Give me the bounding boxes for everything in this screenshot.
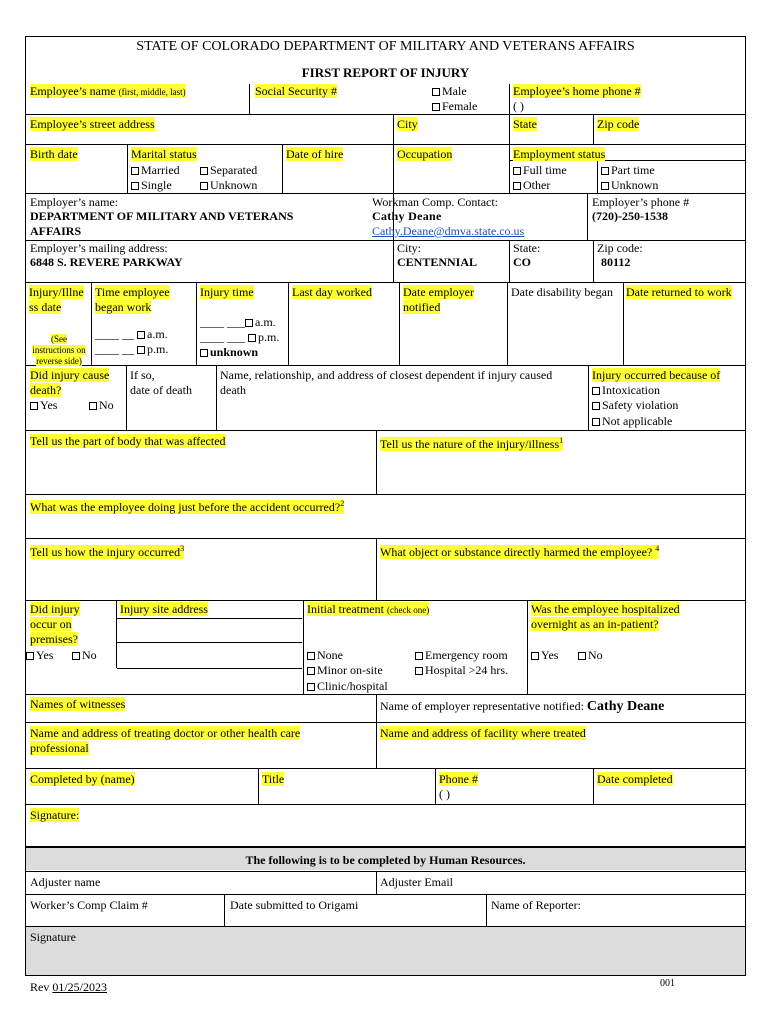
employment-unknown-checkbox[interactable]: Unknown [601,178,658,192]
occupation-label: Occupation [397,147,453,161]
phone-paren: ( ) [439,787,450,801]
rule [25,768,746,769]
rule [282,144,283,193]
dependent-label-2: death [220,383,246,397]
hr-signature-label: Signature [30,930,76,944]
single-checkbox[interactable]: Single [131,178,172,192]
see-instructions-note-3: reverse side) [36,356,82,366]
rule [91,282,92,365]
how-label: Tell us how the injury occurred$^3$ [30,544,185,559]
hospitalized-label: Was the employee hospitalized [531,602,680,616]
death-label-2: death? [30,383,62,397]
returned-date-label: Date returned to work [626,285,732,299]
employer-name-value-2: AFFAIRS [30,224,82,238]
rule [527,600,528,694]
city-label: City [397,117,418,131]
facility-label: Name and address of facility where treated [380,726,586,740]
marital-status-label: Marital status [131,147,197,161]
rule [303,600,304,694]
rule [376,538,377,600]
rule [593,114,594,144]
rule [25,114,746,115]
employer-zip-value: 80112 [601,255,631,269]
rule [376,871,377,894]
rule [25,894,746,895]
see-instructions-note-2: instructions on [32,345,86,355]
male-checkbox[interactable]: Male [432,84,467,98]
rule [216,365,217,430]
see-instructions-note: (See [51,334,67,344]
contact-name: Cathy Deane [372,209,442,223]
not-applicable-checkbox[interactable]: Not applicable [592,414,672,428]
home-phone-label: Employee’s home phone # [513,84,641,98]
rule [597,160,598,193]
rule [25,538,746,539]
adjuster-name-label: Adjuster name [30,875,101,889]
rule [117,618,302,619]
injury-date-label-2: ss date [29,300,62,314]
employer-name-label: Employer’s name: [30,195,119,209]
hospitalized-no-checkbox[interactable]: No [578,648,603,662]
rule [509,84,510,194]
date-submitted-label: Date submitted to Origami [230,898,359,912]
married-checkbox[interactable]: Married [131,163,180,177]
treatment-hospital-checkbox[interactable]: Hospital >24 hrs. [415,663,508,677]
other-checkbox[interactable]: Other [513,178,550,192]
death-date-label: If so, [130,368,155,382]
adjuster-email-label: Adjuster Email [380,875,453,889]
title-label: Title [262,772,285,786]
employer-phone-value: (720)-250-1538 [592,209,668,223]
rule [25,722,746,723]
part-time-checkbox[interactable]: Part time [601,163,655,177]
date-completed-label: Date completed [597,772,673,786]
date-notified-label: Date employer [403,285,474,299]
employer-state-value: CO [513,255,531,269]
separated-checkbox[interactable]: Separated [200,163,257,177]
began-work-label: Time employee [95,285,170,299]
hire-date-label: Date of hire [286,147,344,161]
page-number: 001 [660,978,675,989]
rep-notified-label: Name of employer representative notified: Cathy Deane [380,699,665,714]
dependent-label: Name, relationship, and address of closest dependent if injury caused [220,368,553,382]
rule [376,430,377,494]
rule [116,600,117,668]
reporter-label: Name of Reporter: [491,898,581,912]
employer-city-value: CENTENNIAL [397,255,478,269]
rule [486,894,487,926]
rule [25,600,746,601]
agency-title: STATE OF COLORADO DEPARTMENT OF MILITARY AND VETERANS AFFAIRS [136,39,635,54]
female-checkbox[interactable]: Female [432,99,477,113]
rule [25,144,746,145]
rule [196,282,197,365]
full-time-checkbox[interactable]: Full time [513,163,567,177]
rule [25,871,746,872]
birth-date-label: Birth date [30,147,78,161]
street-label: Employee’s street address [30,117,155,131]
because-of-label: Injury occurred because of [592,368,721,382]
employer-name-value: DEPARTMENT OF MILITARY AND VETERANS [30,209,294,223]
rule [25,365,746,366]
death-date-label-2: date of death [130,383,192,397]
treatment-minor-checkbox[interactable]: Minor on-site [307,663,383,677]
mailing-address-value: 6848 S. REVERE PARKWAY [30,255,183,269]
treatment-clinic-checkbox[interactable]: Clinic/hospital [307,679,388,693]
began-am-checkbox[interactable]: ____ __ a.m. [95,327,168,341]
mailing-address-label: Employer’s mailing address: [30,241,168,255]
disability-date-label: Date disability began [511,285,613,299]
employer-state-label: State: [513,241,541,255]
object-label: What object or substance directly harmed the employee? $^4$ [380,544,660,559]
rule [25,193,746,194]
completed-by-label: Completed by (name) [30,772,135,786]
revision-date: Rev 01/25/2023 [30,980,108,994]
claim-number-label: Worker’s Comp Claim # [30,898,148,912]
premises-label: Did injury [30,602,80,616]
rule [117,668,302,669]
employer-city-label: City: [397,241,422,255]
rule [623,282,624,365]
rule [25,804,746,805]
employee-name-label: Employee’s name (first, middle, last) [30,84,186,98]
death-label: Did injury cause [30,368,110,382]
injury-date-label: Injury/Illne [29,285,84,299]
rule [435,768,436,804]
doing-label: What was the employee doing just before the accident occurred?$^2$ [30,499,345,514]
treatment-er-checkbox[interactable]: Emergency room [415,648,508,662]
body-part-label: Tell us the part of body that was affected [30,434,226,448]
rule [587,193,588,240]
last-day-label: Last day worked [292,285,372,299]
employment-status-label: Employment status [513,147,606,161]
phone-label: Phone # [439,772,478,786]
treatment-label: Initial treatment (check one) [307,602,430,616]
premises-no-checkbox[interactable]: No [72,648,97,662]
rule [25,430,746,431]
hr-heading: The following is to be completed by Human Resources. [245,853,526,867]
rule [258,768,259,804]
safety-violation-checkbox[interactable]: Safety violation [592,398,678,412]
rule [127,144,128,193]
employer-phone-label: Employer’s phone # [592,195,690,209]
hospitalized-yes-checkbox[interactable]: Yes [531,648,558,662]
date-notified-label-2: notified [403,300,441,314]
rule [126,365,127,430]
injury-unknown-checkbox[interactable]: unknown [200,345,258,359]
hr-signature-shade [26,927,745,975]
rule [117,642,302,643]
premises-label-2: occur on [30,617,72,631]
injury-pm-checkbox[interactable]: ____ ___ p.m. [200,330,280,344]
death-yes-checkbox[interactable]: Yes [30,398,57,412]
rule [288,282,289,365]
signature-label: Signature: [30,808,80,822]
employer-zip-label: Zip code: [597,241,643,255]
rule [593,768,594,804]
doctor-label-2: professional [30,741,89,755]
began-work-label-2: began work [95,300,152,314]
doctor-label: Name and address of treating doctor or other health care [30,726,301,740]
injury-time-label: Injury time [200,285,254,299]
treatment-none-checkbox[interactable]: None [307,648,343,662]
rule [399,282,400,365]
rule [249,84,250,114]
home-phone-paren: ( ) [513,99,524,113]
injury-am-checkbox[interactable]: ____ ___ a.m. [200,315,276,329]
rule [588,365,589,430]
state-label: State [513,117,537,131]
premises-yes-checkbox[interactable]: Yes [26,648,53,662]
premises-label-3: premises? [30,632,78,646]
nature-label: Tell us the nature of the injury/illness$^1$ [380,436,564,451]
rule [224,894,225,926]
form-title: FIRST REPORT OF INJURY [301,65,470,80]
rule [25,694,746,695]
began-pm-checkbox[interactable]: ____ __ p.m. [95,342,169,356]
contact-label: Workman Comp. Contact: [372,195,499,209]
rule [593,240,594,282]
hospitalized-label-2: overnight as an in-patient? [531,617,659,631]
rule [509,240,510,282]
contact-email-link[interactable]: Cathy.Deane@dmva.state.co.us [372,224,525,238]
site-address-label: Injury site address [120,602,208,616]
intoxication-checkbox[interactable]: Intoxication [592,383,660,397]
death-no-checkbox[interactable]: No [89,398,114,412]
rule [25,282,746,283]
witnesses-label: Names of witnesses [30,697,126,711]
rule [376,694,377,768]
unknown-checkbox[interactable]: Unknown [200,178,257,192]
ssn-label: Social Security # [255,84,337,98]
zip-label: Zip code [597,117,640,131]
rule [507,282,508,365]
rule [25,494,746,495]
